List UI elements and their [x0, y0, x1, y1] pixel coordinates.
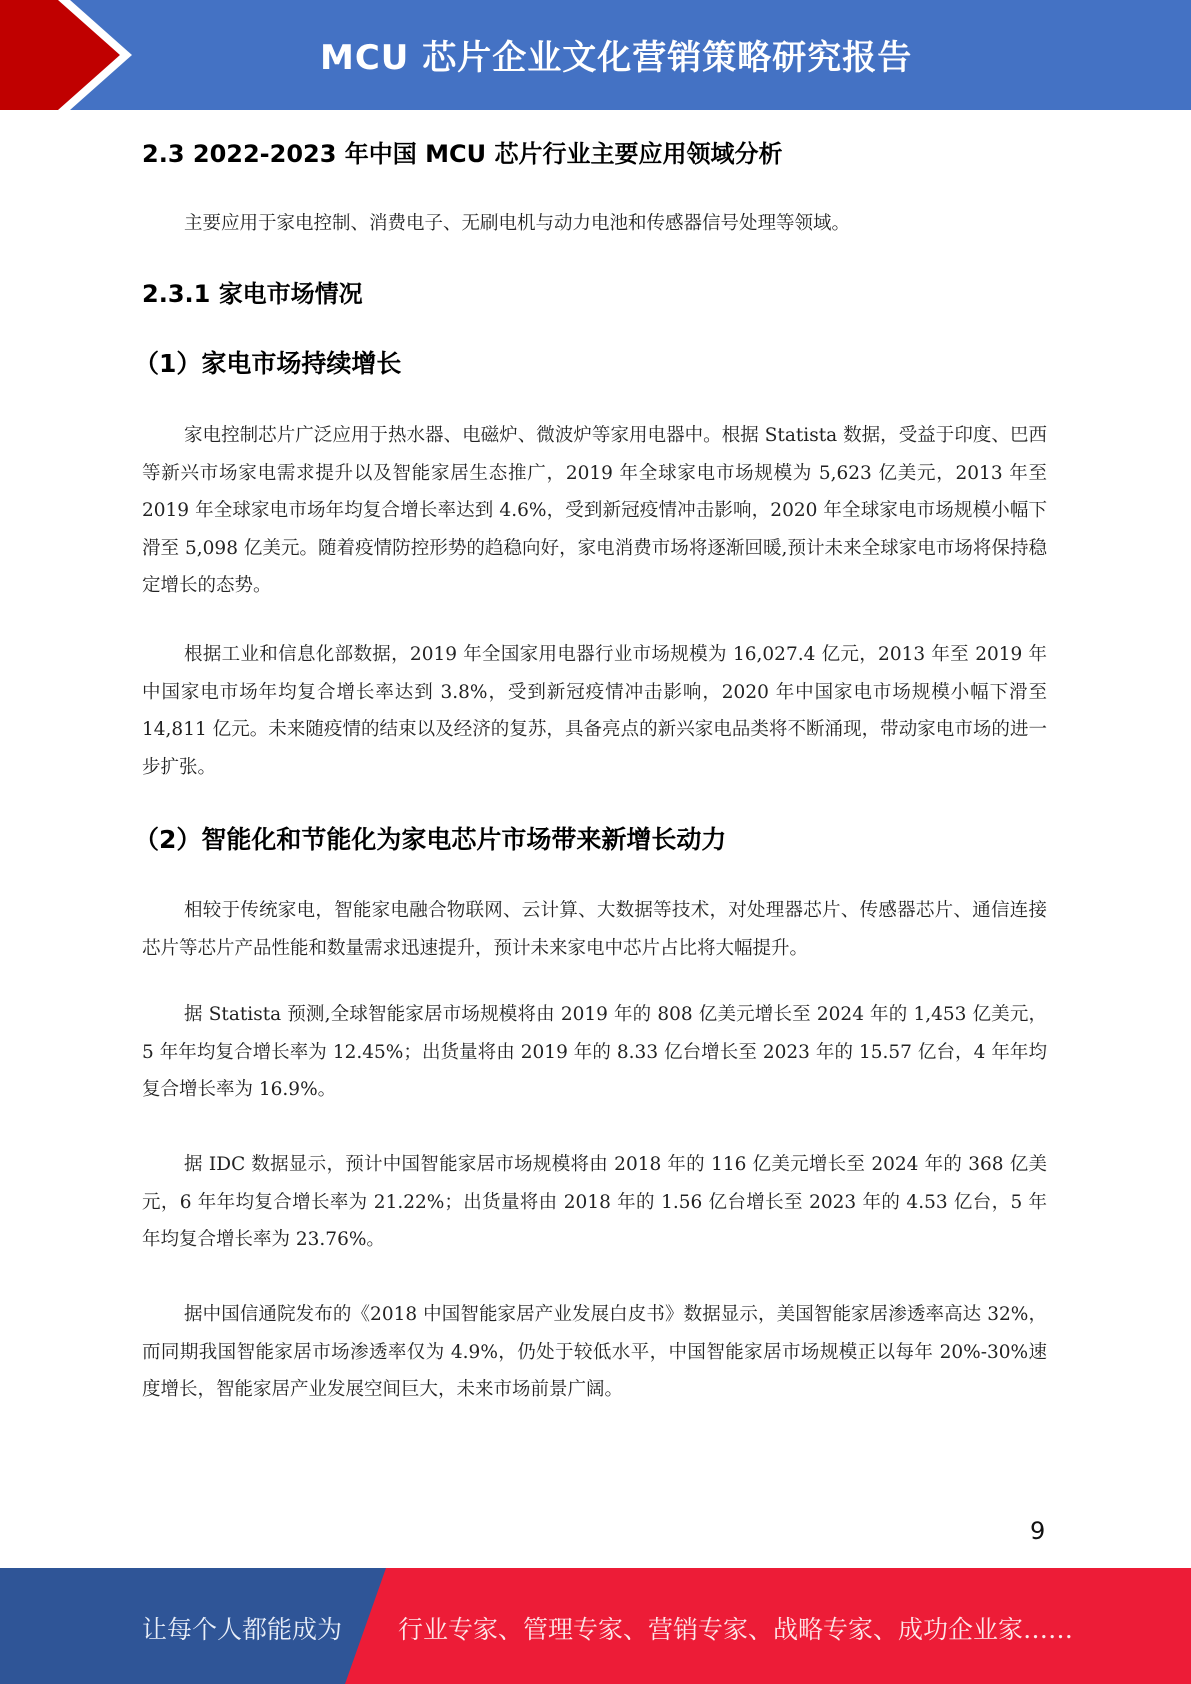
subsection-1-paragraph-2: 根据工业和信息化部数据，2019 年全国家用电器行业市场规模为 16,027.4 亿元，2013 年至 2019 年中国家电市场年均复合增长率达到 3.8%，受到新冠疫情冲击影响，2020 年中国家电市场规模小幅下滑至 14,811 亿元。未来随疫情的结束以及经济的复苏，具备亮点的新兴家电品类将不断涌现，带动家电市场的进一步扩张。 — [142, 644, 1047, 778]
subsection-heading-2: （2）智能化和节能化为家电芯片市场带来新增长动力 — [134, 825, 727, 854]
subsection-2-paragraph-4: 据中国信通院发布的《2018 中国智能家居产业发展白皮书》数据显示，美国智能家居渗透率高达 32%，而同期我国智能家居市场渗透率仅为 4.9%，仍处于较低水平，中国智能家居市场规模正以每年 20%-30%速度增长，智能家居产业发展空间巨大，未来市场前景广阔。 — [142, 1304, 1047, 1400]
page-number: 9 — [1030, 1517, 1046, 1545]
subsection-heading-1: （1）家电市场持续增长 — [134, 349, 402, 378]
subsection-1-paragraph-1: 家电控制芯片广泛应用于热水器、电磁炉、微波炉等家用电器中。根据 Statista 数据，受益于印度、巴西等新兴市场家电需求提升以及智能家居生态推广，2019 年全球家电市场规模为 5,623 亿美元，2013 年至 2019 年全球家电市场年均复合增长率达到 4.6%，受到新冠疫情冲击影响，2020 年全球家电市场规模小幅下滑至 5,098 亿美元。随着疫情防控形势的趋稳向好，家电消费市场将逐渐回暖,预计未来全球家电市场将保持稳定增长的态势。 — [142, 425, 1047, 596]
subsection-2-paragraph-1: 相较于传统家电，智能家电融合物联网、云计算、大数据等技术，对处理器芯片、传感器芯片、通信连接芯片等芯片产品性能和数量需求迅速提升，预计未来家电中芯片占比将大幅提升。 — [142, 900, 1047, 959]
report-title: MCU 芯片企业文化营销策略研究报告 — [320, 38, 913, 78]
page-footer — [0, 1568, 1191, 1684]
section-2-3-intro: 主要应用于家电控制、消费电子、无刷电机与动力电池和传感器信号处理等领域。 — [184, 213, 851, 234]
page-header — [0, 0, 1191, 110]
subsection-2-paragraph-3: 据 IDC 数据显示，预计中国智能家居市场规模将由 2018 年的 116 亿美元增长至 2024 年的 368 亿美元，6 年年均复合增长率为 21.22%；出货量将由 2018 年的 1.56 亿台增长至 2023 年的 4.53 亿台，5 年年均复合增长率为 23.76%。 — [142, 1154, 1047, 1250]
header-red-chevron — [0, 0, 120, 110]
section-heading-2-3-1: 2.3.1 家电市场情况 — [142, 280, 363, 308]
footer-slogan-left: 让每个人都能成为 — [142, 1615, 343, 1644]
section-heading-2-3: 2.3 2022-2023 年中国 MCU 芯片行业主要应用领域分析 — [142, 140, 783, 168]
footer-slogan-right: 行业专家、管理专家、营销专家、战略专家、成功企业家…… — [398, 1615, 1074, 1644]
subsection-2-paragraph-2: 据 Statista 预测,全球智能家居市场规模将由 2019 年的 808 亿美元增长至 2024 年的 1,453 亿美元，5 年年均复合增长率为 12.45%；出货量将由 2019 年的 8.33 亿台增长至 2023 年的 15.57 亿台，4 年年均复合增长率为 16.9%。 — [142, 1004, 1047, 1100]
